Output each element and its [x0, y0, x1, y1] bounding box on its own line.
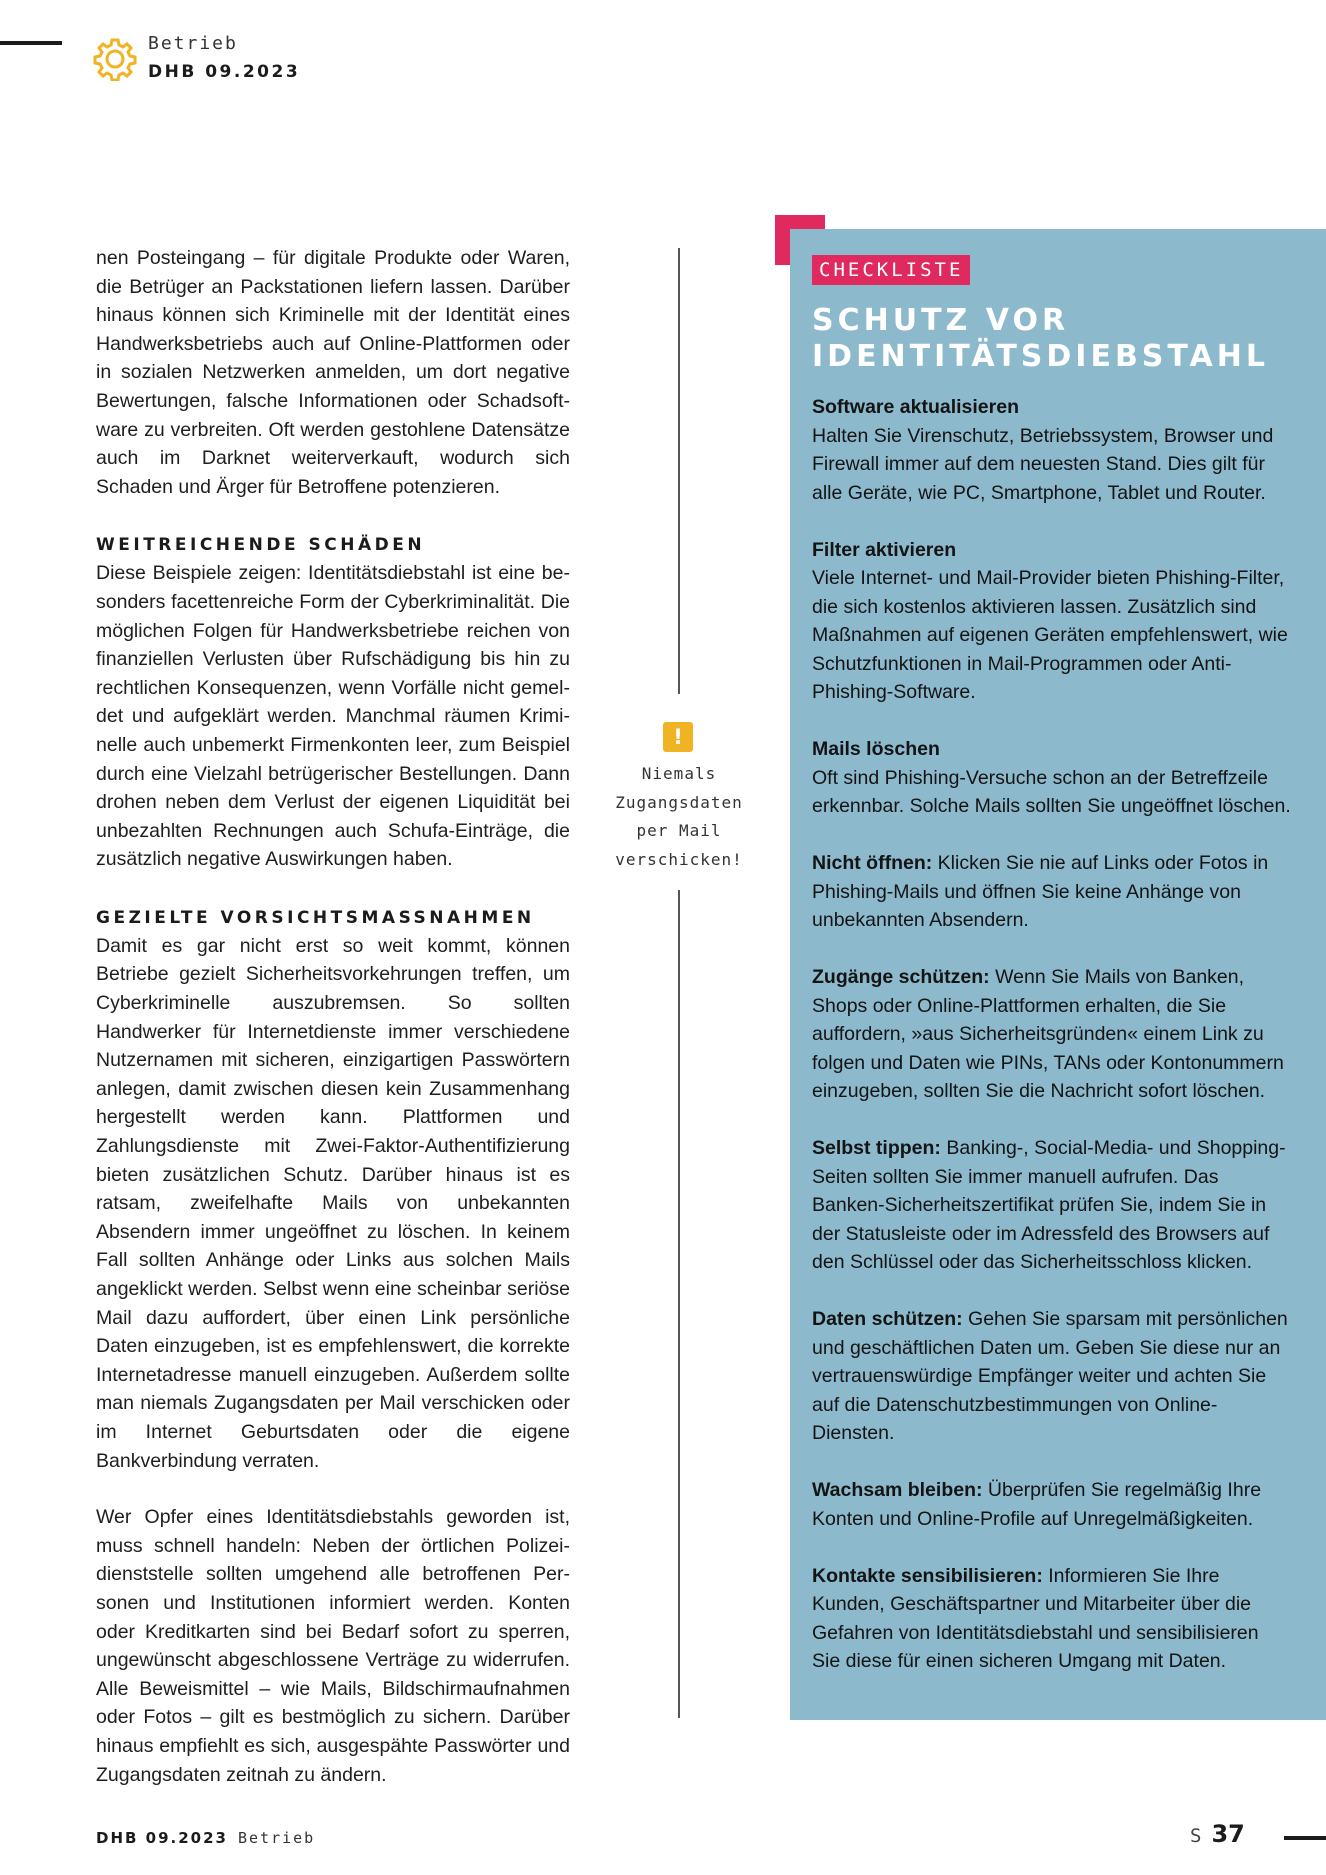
checklist-title — [812, 303, 1312, 375]
checklist-item-text: Überprüfen Sie regelmäßig Ihre Konten und Online-Profile auf Unregelmäßigkeiten. — [812, 1479, 1262, 1530]
sidebar-note-line-1: Niemals — [641, 764, 717, 783]
article-paragraph-3: Wer Opfer eines Identitätsdiebstahls geworden ist, muss schnell handeln: Neben der örtlichen Polizeidienststelle sollten umgehend alle betroffenen Personen und Institutionen informiert werden. Konten oder Kreditkarten sind bei Bedarf sofort zu sperren, ungewünscht abgeschlossene Verträge zu widerrufen. Alle Beweismittel – wie Mails, Bildschirmaufnahmen oder Fotos – gilt es bestmöglich zu sichern. Darüber hinaus empfiehlt es sich, ausgespähte Passwörter und Zugangsdaten zeitnah zu ändern. — [96, 1506, 570, 1786]
checklist-item — [812, 849, 1292, 935]
checklist-items — [812, 393, 1292, 1704]
article-column — [96, 244, 570, 1789]
checklist-item-text: Banking-, Social-Media- und Shopping-Seiten sollten Sie immer manuell aufrufen. Das Banken-Sicherheitszertifikat prüfen Sie, indem Sie in der Statusleiste oder im Adressfeld des Browsers auf den Schlüssel oder das Sicherheitsschloss klicken. — [812, 1137, 1286, 1273]
header-section: Betrieb — [148, 33, 238, 54]
checklist-item-text: Klicken Sie nie auf Links oder Fotos in Phishing-Mails und öffnen Sie keine Anhänge von unbekannten Absendern. — [812, 852, 1269, 931]
checklist-item-head: Zugänge schützen: — [812, 966, 990, 988]
checklist-item-text: Informieren Sie Ihre Kunden, Geschäftspartner und Mitarbeiter über die Gefahren von Identitätsdiebstahl und sensibilisieren Sie diese für einen sicheren Umgang mit Daten. — [812, 1564, 1259, 1672]
checklist-item — [812, 735, 1292, 821]
article-paragraph-2: Damit es gar nicht erst so weit kommt, können Betriebe gezielt Sicherheitsvorkehrungen treffen, um Cyberkriminelle auszubremsen. So sollten Handwerker für Internetdienste immer verschiedene Nutzernamen mit sicheren, einzigartigen Passwörtern anlegen, damit zwischen diesen kein Zusammenhang hergestellt werden kann. Plattformen und Zahlungsdienste mit Zwei-Faktor-Authentifizierung bieten zusätzlichen Schutz. Darüber hinaus ist es ratsam, zweifelhafte Mails von unbekannten Absendern immer ungeöffnet zu löschen. In keinem Fall sollten Anhänge oder Links aus solchen Mails angeklickt werden. Selbst wenn eine scheinbar seriöse Mail dazu auffordert, über einen Link persönliche Daten einzugeben, ist es empfehlenswert, die korrekte Internetadresse manuell einzugeben. Außerdem sollte man niemals Zugangsdaten per Mail verschicken oder im Internet Geburtsdaten oder die eigene Bankverbindung verraten. — [96, 934, 570, 1472]
checklist-item-head: Software aktualisieren — [812, 396, 1019, 418]
checklist-item-text: Halten Sie Virenschutz, Betriebssystem, Browser und Firewall immer auf dem neuesten Stand. Dies gilt für alle Geräte, wie PC, Smartphone, Tablet und Router. — [812, 424, 1274, 504]
checklist-title-line-2: IDENTITÄTSDIEBSTAHL — [812, 339, 1269, 374]
sidebar-note — [598, 760, 760, 874]
gear-icon — [93, 37, 137, 81]
checklist-item-head: Kontakte sensibilisieren: — [812, 1564, 1043, 1587]
checklist-item — [812, 963, 1292, 1106]
page-number — [1190, 1820, 1245, 1848]
checklist-item-text: Viele Internet- und Mail-Provider bieten Phishing-Filter, die sich kostenlos aktivieren lassen. Zusätzlich sind Maßnahmen auf eigenen Geräten empfehlenswert, wie Schutzfunktionen in Mail-Programmen oder Anti-Phishing-Software. — [812, 567, 1288, 703]
checklist-item — [812, 1562, 1292, 1676]
checklist-item — [812, 1134, 1292, 1277]
header-issue: DHB 09.2023 — [148, 62, 301, 82]
checklist-item-head: Nicht öffnen: — [812, 852, 933, 874]
sidebar-note-line-2: Zugangsdaten — [615, 792, 743, 812]
header-rule — [0, 41, 62, 45]
sidebar-note-line-4: verschicken! — [615, 849, 743, 869]
footer-section: Betrieb — [237, 1829, 316, 1847]
checklist-item — [812, 536, 1292, 707]
checklist-badge: CHECKLISTE — [812, 255, 970, 285]
checklist-item-head: Daten schützen: — [812, 1308, 963, 1330]
article-paragraph-1: Diese Beispiele zeigen: Identitätsdiebstahl ist eine besonders facettenreiche Form der Cyberkriminalität. Die möglichen Folgen für Handwerksbetriebe reichen von finanziellen Verlusten über Rufschädigung bis hin zu rechtlichen Konsequenzen, wenn Vorfälle nicht gemeldet und aufgeklärt werden. Manchmal räumen Kriminelle auch unbemerkt Firmenkonten leer, zum Beispiel durch eine Vielzahl betrügerischer Bestellungen. Dann drohen neben dem Verlust der eigenen Liquidität bei unbezahlten Rechnungen auch Schufa-Einträge, die zusätzlich negative Auswirkungen haben. — [96, 562, 570, 871]
checklist-item — [812, 1476, 1292, 1533]
checklist-item-head: Wachsam bleiben: — [812, 1479, 983, 1501]
checklist-item — [812, 393, 1292, 507]
checklist-item-head: Filter aktivieren — [812, 538, 957, 561]
checklist-item-text: Wenn Sie Mails von Banken, Shops oder Online-Plattformen erhalten, die Sie auffordern, »aus Sicherheitsgründen« einem Link zu folgen und Daten wie PINs, TANs oder Kontonummern einzugeben, sollten Sie die Nachricht sofort löschen. — [812, 966, 1284, 1102]
sidebar-divider-bottom — [678, 890, 680, 1718]
checklist-item — [812, 1305, 1292, 1448]
article-intro: nen Posteingang – für digitale Produkte oder Waren, die Betrüger an Packstationen liefern lassen. Darüber hinaus können sich Kriminelle mit der Identität eines Handwerksbetriebs auch auf Online-Plattformen oder in sozialen Netzwerken anmelden, um dort negative Bewertungen, falsche Informationen oder Schadsoftware zu verbreiten. Oft werden gestohlene Datensätze auch im Darknet weiterverkauft, wodurch sich Schaden und Ärger für Betroffene potenzieren. — [96, 247, 570, 498]
checklist-item-text: Gehen Sie sparsam mit persönlichen und geschäftlichen Daten um. Geben Sie diese nur an vertrauenswürdige Empfänger weiter und achten Sie auf die Datenschutzbestimmungen von Online-Diensten. — [812, 1308, 1288, 1444]
footer-issue: DHB 09.2023 — [96, 1829, 228, 1847]
checklist-title-line-1: SCHUTZ VOR — [812, 303, 1070, 338]
checklist-item-text: Oft sind Phishing-Versuche schon an der Betreffzeile erkennbar. Solche Mails sollten Sie ungeöffnet löschen. — [812, 766, 1291, 817]
article-heading-2: GEZIELTE VORSICHTSMASSNAHMEN — [96, 907, 535, 928]
sidebar-note-line-3: per Mail — [636, 821, 722, 840]
sidebar-divider-top — [678, 248, 680, 694]
checklist-item-head: Selbst tippen: — [812, 1137, 941, 1159]
article-heading-1: WEITREICHENDE SCHÄDEN — [96, 535, 426, 556]
footer-left — [96, 1829, 315, 1847]
page-number-value: 37 — [1211, 1820, 1245, 1848]
warning-icon: ! — [663, 722, 693, 752]
footer-rule — [1284, 1836, 1326, 1840]
page-number-prefix: S — [1190, 1825, 1202, 1847]
checklist-item-head: Mails löschen — [812, 738, 940, 760]
